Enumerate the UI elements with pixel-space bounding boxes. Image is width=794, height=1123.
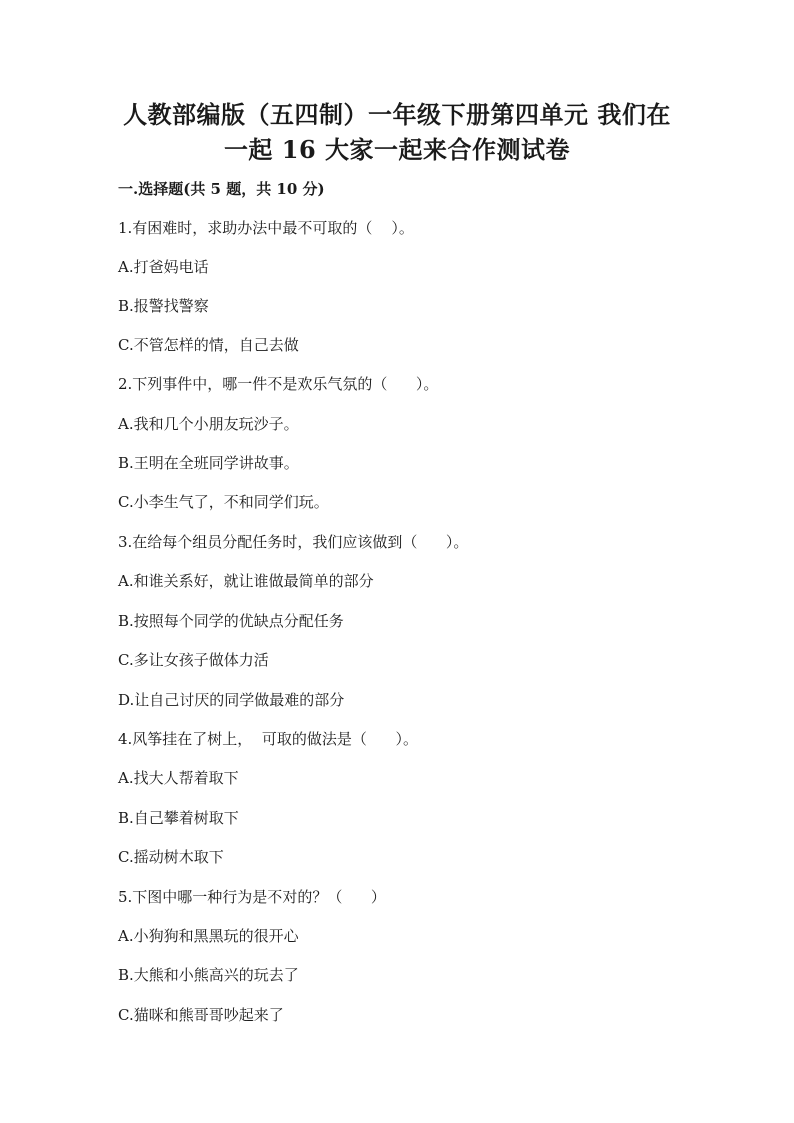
question-option: A.打爸妈电话 xyxy=(118,258,209,276)
question-option: B.自己攀着树取下 xyxy=(118,809,239,827)
question-option: B.按照每个同学的优缺点分配任务 xyxy=(118,612,344,630)
question-option: C.摇动树木取下 xyxy=(118,848,224,866)
question-option: C.多让女孩子做体力活 xyxy=(118,651,269,669)
question-stem: 1.有困难时，求助办法中最不可取的（ ）。 xyxy=(118,219,414,237)
question-option: D.让自己讨厌的同学做最难的部分 xyxy=(118,691,345,709)
question-option: C.小李生气了，不和同学们玩。 xyxy=(118,493,329,511)
question-stem: 2.下列事件中，哪一件不是欢乐气氛的（ ）。 xyxy=(118,375,439,393)
question-option: B.大熊和小熊高兴的玩去了 xyxy=(118,966,299,984)
question-option: A.和谁关系好，就让谁做最简单的部分 xyxy=(118,572,374,590)
document-title-line-2: 一起 16 大家一起来合作测试卷 xyxy=(223,135,571,164)
question-stem: 3.在给每个组员分配任务时，我们应该做到（ ）。 xyxy=(118,533,469,551)
question-option: A.找大人帮着取下 xyxy=(118,769,239,787)
question-option: C.不管怎样的情，自己去做 xyxy=(118,336,299,354)
question-option: A.我和几个小朋友玩沙子。 xyxy=(118,415,299,433)
document-title-line-1: 人教部编版（五四制）一年级下册第四单元 我们在 xyxy=(123,100,671,129)
question-stem: 5.下图中哪一种行为是不对的？（ ） xyxy=(118,888,386,906)
question-stem: 4.风筝挂在了树上， 可取的做法是（ ）。 xyxy=(118,730,418,748)
question-option: B.王明在全班同学讲故事。 xyxy=(118,454,299,472)
question-option: A.小狗狗和黑黑玩的很开心 xyxy=(118,927,299,945)
section-heading: 一.选择题(共 5 题，共 10 分) xyxy=(118,180,325,198)
question-option: C.猫咪和熊哥哥吵起来了 xyxy=(118,1006,284,1024)
question-option: B.报警找警察 xyxy=(118,297,209,315)
